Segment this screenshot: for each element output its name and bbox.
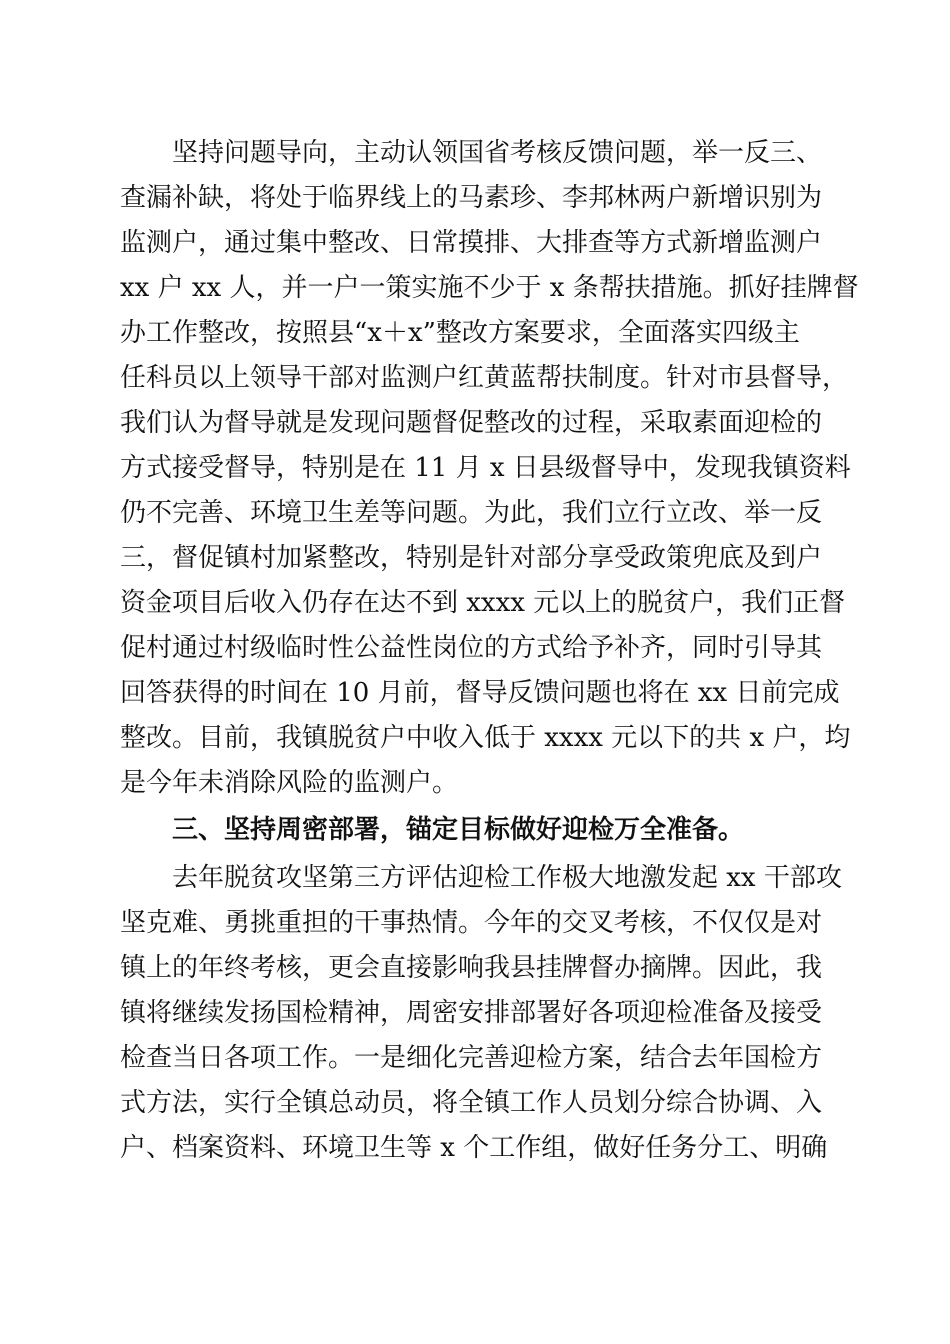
paragraph-1-line-13: 回答获得的时间在 10 月前，督导反馈问题也将在 xx 日前完成 — [120, 678, 840, 708]
paragraph-2-line-7: 户、档案资料、环境卫生等 x 个工作组，做好任务分工、明确 — [120, 1133, 828, 1163]
paragraph-1-line-2: 查漏补缺，将处于临界线上的马素珍、李邦林两户新增识别为 — [120, 183, 823, 213]
paragraph-2-line-1: 去年脱贫攻坚第三方评估迎检工作极大地激发起 xx 干部攻 — [172, 863, 842, 893]
paragraph-1-line-14: 整改。目前，我镇脱贫户中收入低于 xxxx 元以下的共 x 户，均 — [120, 723, 851, 753]
paragraph-1-line-15: 是今年未消除风险的监测户。 — [120, 768, 459, 798]
paragraph-1-line-6: 任科员以上领导干部对监测户红黄蓝帮扶制度。针对市县督导， — [120, 363, 849, 393]
paragraph-1-line-8: 方式接受督导，特别是在 11 月 x 日县级督导中，发现我镇资料 — [120, 453, 851, 483]
paragraph-1-line-12: 促村通过村级临时性公益性岗位的方式给予补齐，同时引导其 — [120, 633, 823, 663]
paragraph-1-line-1: 坚持问题导向，主动认领国省考核反馈问题，举一反三、 — [172, 138, 823, 168]
paragraph-1-line-7: 我们认为督导就是发现问题督促整改的过程，采取素面迎检的 — [120, 408, 823, 438]
paragraph-1-line-10: 三，督促镇村加紧整改，特别是针对部分享受政策兜底及到户 — [120, 543, 823, 573]
paragraph-1-line-9: 仍不完善、环境卫生差等问题。为此，我们立行立改、举一反 — [120, 498, 823, 528]
section-heading: 三、坚持周密部署，锚定目标做好迎检万全准备。 — [172, 815, 745, 845]
paragraph-1-line-5: 办工作整改，按照县“x＋x”整改方案要求，全面落实四级主 — [120, 318, 800, 348]
paragraph-1-line-11: 资金项目后收入仍存在达不到 xxxx 元以上的脱贫户，我们正督 — [120, 588, 846, 618]
paragraph-2-line-2: 坚克难、勇挑重担的干事热情。今年的交叉考核，不仅仅是对 — [120, 908, 823, 938]
paragraph-2-line-6: 式方法，实行全镇总动员，将全镇工作人员划分综合协调、入 — [120, 1088, 823, 1118]
paragraph-2-line-4: 镇将继续发扬国检精神，周密安排部署好各项迎检准备及接受 — [120, 998, 823, 1028]
paragraph-2-line-3: 镇上的年终考核，更会直接影响我县挂牌督办摘牌。因此，我 — [120, 953, 823, 983]
paragraph-1-line-3: 监测户，通过集中整改、日常摸排、大排查等方式新增监测户 — [120, 228, 823, 258]
paragraph-2-line-5: 检查当日各项工作。一是细化完善迎检方案，结合去年国检方 — [120, 1043, 823, 1073]
paragraph-1-line-4: xx 户 xx 人，并一户一策实施不少于 x 条帮扶措施。抓好挂牌督 — [120, 273, 859, 303]
